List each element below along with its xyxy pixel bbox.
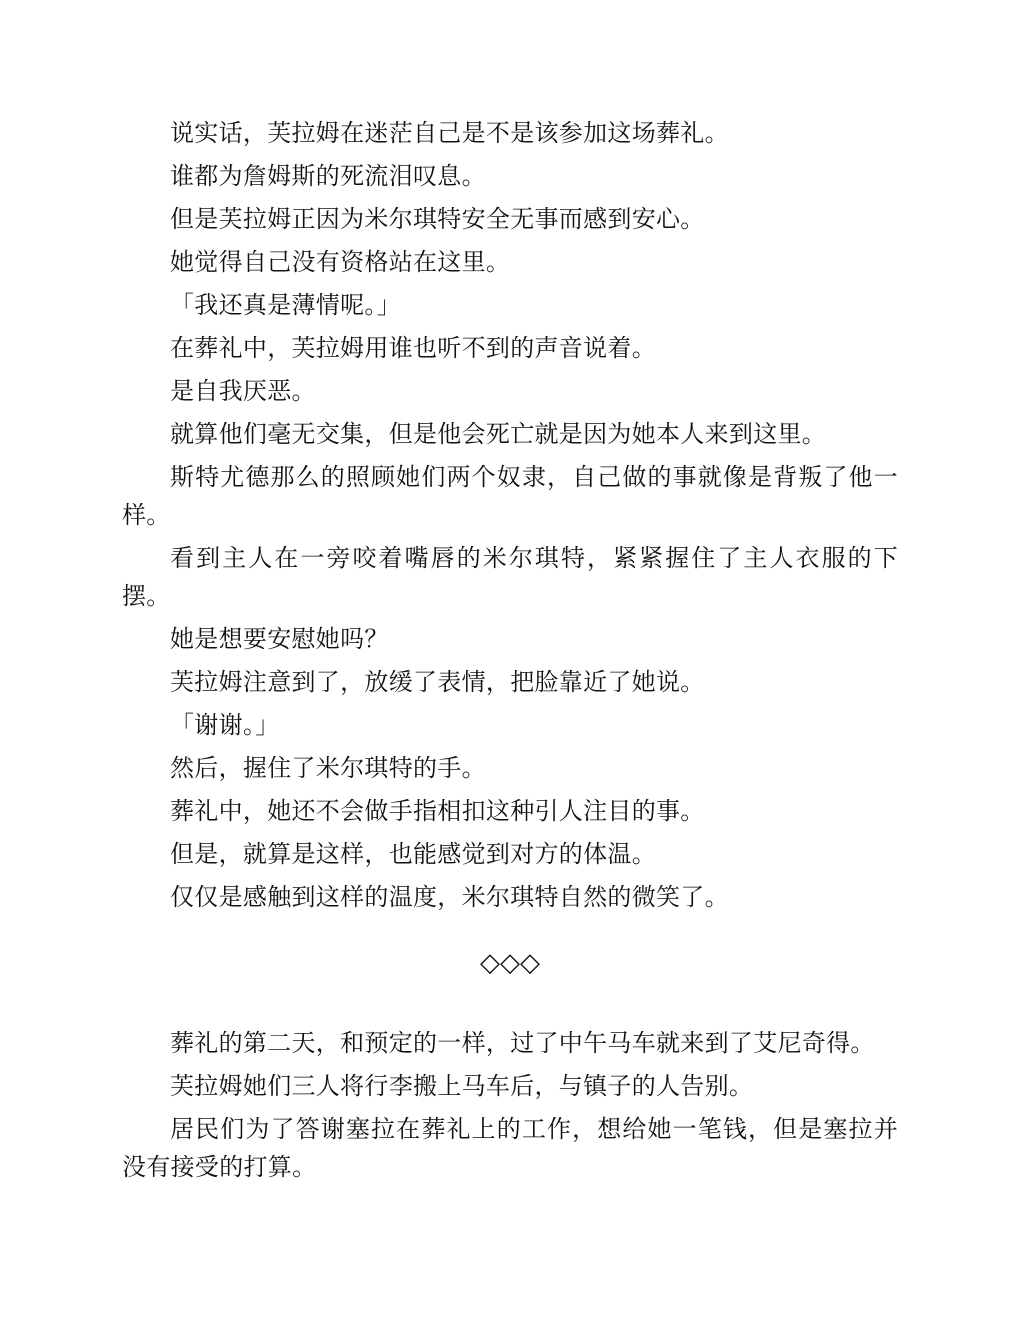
paragraph: 「谢谢。」 — [170, 711, 280, 739]
paragraph: 斯特尤德那么的照顾她们两个奴隶，自己做的事就像是背叛了他一样。 — [122, 463, 898, 529]
section-divider: ◇◇◇ — [480, 948, 540, 978]
paragraph: 但是芙拉姆正因为米尔琪特安全无事而感到安心。 — [170, 205, 705, 233]
paragraph: 谁都为詹姆斯的死流泪叹息。 — [170, 162, 486, 190]
paragraph: 葬礼中，她还不会做手指相扣这种引人注目的事。 — [170, 797, 705, 825]
paragraph: 在葬礼中，芙拉姆用谁也听不到的声音说着。 — [170, 334, 656, 362]
paragraph: 看到主人在一旁咬着嘴唇的米尔琪特，紧紧握住了主人衣服的下摆。 — [122, 544, 898, 610]
paragraph: 就算他们毫无交集，但是他会死亡就是因为她本人来到这里。 — [170, 420, 827, 448]
section-1 — [122, 114, 898, 921]
paragraph: 是自我厌恶。 — [170, 377, 316, 405]
paragraph: 说实话，芙拉姆在迷茫自己是不是该参加这场葬礼。 — [170, 119, 729, 147]
paragraph: 她是想要安慰她吗？ — [170, 625, 389, 653]
section-2 — [122, 1024, 898, 1191]
paragraph: 但是，就算是这样，也能感觉到对方的体温。 — [170, 840, 656, 868]
paragraph: 她觉得自己没有资格站在这里。 — [170, 248, 511, 276]
paragraph: 「我还真是薄情呢。」 — [170, 291, 401, 319]
paragraph: 居民们为了答谢塞拉在葬礼上的工作，想给她一笔钱，但是塞拉并没有接受的打算。 — [122, 1115, 898, 1181]
paragraph: 葬礼的第二天，和预定的一样，过了中午马车就来到了艾尼奇得。 — [170, 1029, 875, 1057]
paragraph: 芙拉姆注意到了，放缓了表情，把脸靠近了她说。 — [170, 668, 705, 696]
paragraph: 仅仅是感触到这样的温度，米尔琪特自然的微笑了。 — [170, 883, 729, 911]
paragraph: 然后，握住了米尔琪特的手。 — [170, 754, 486, 782]
paragraph: 芙拉姆她们三人将行李搬上马车后，与镇子的人告别。 — [170, 1072, 754, 1100]
